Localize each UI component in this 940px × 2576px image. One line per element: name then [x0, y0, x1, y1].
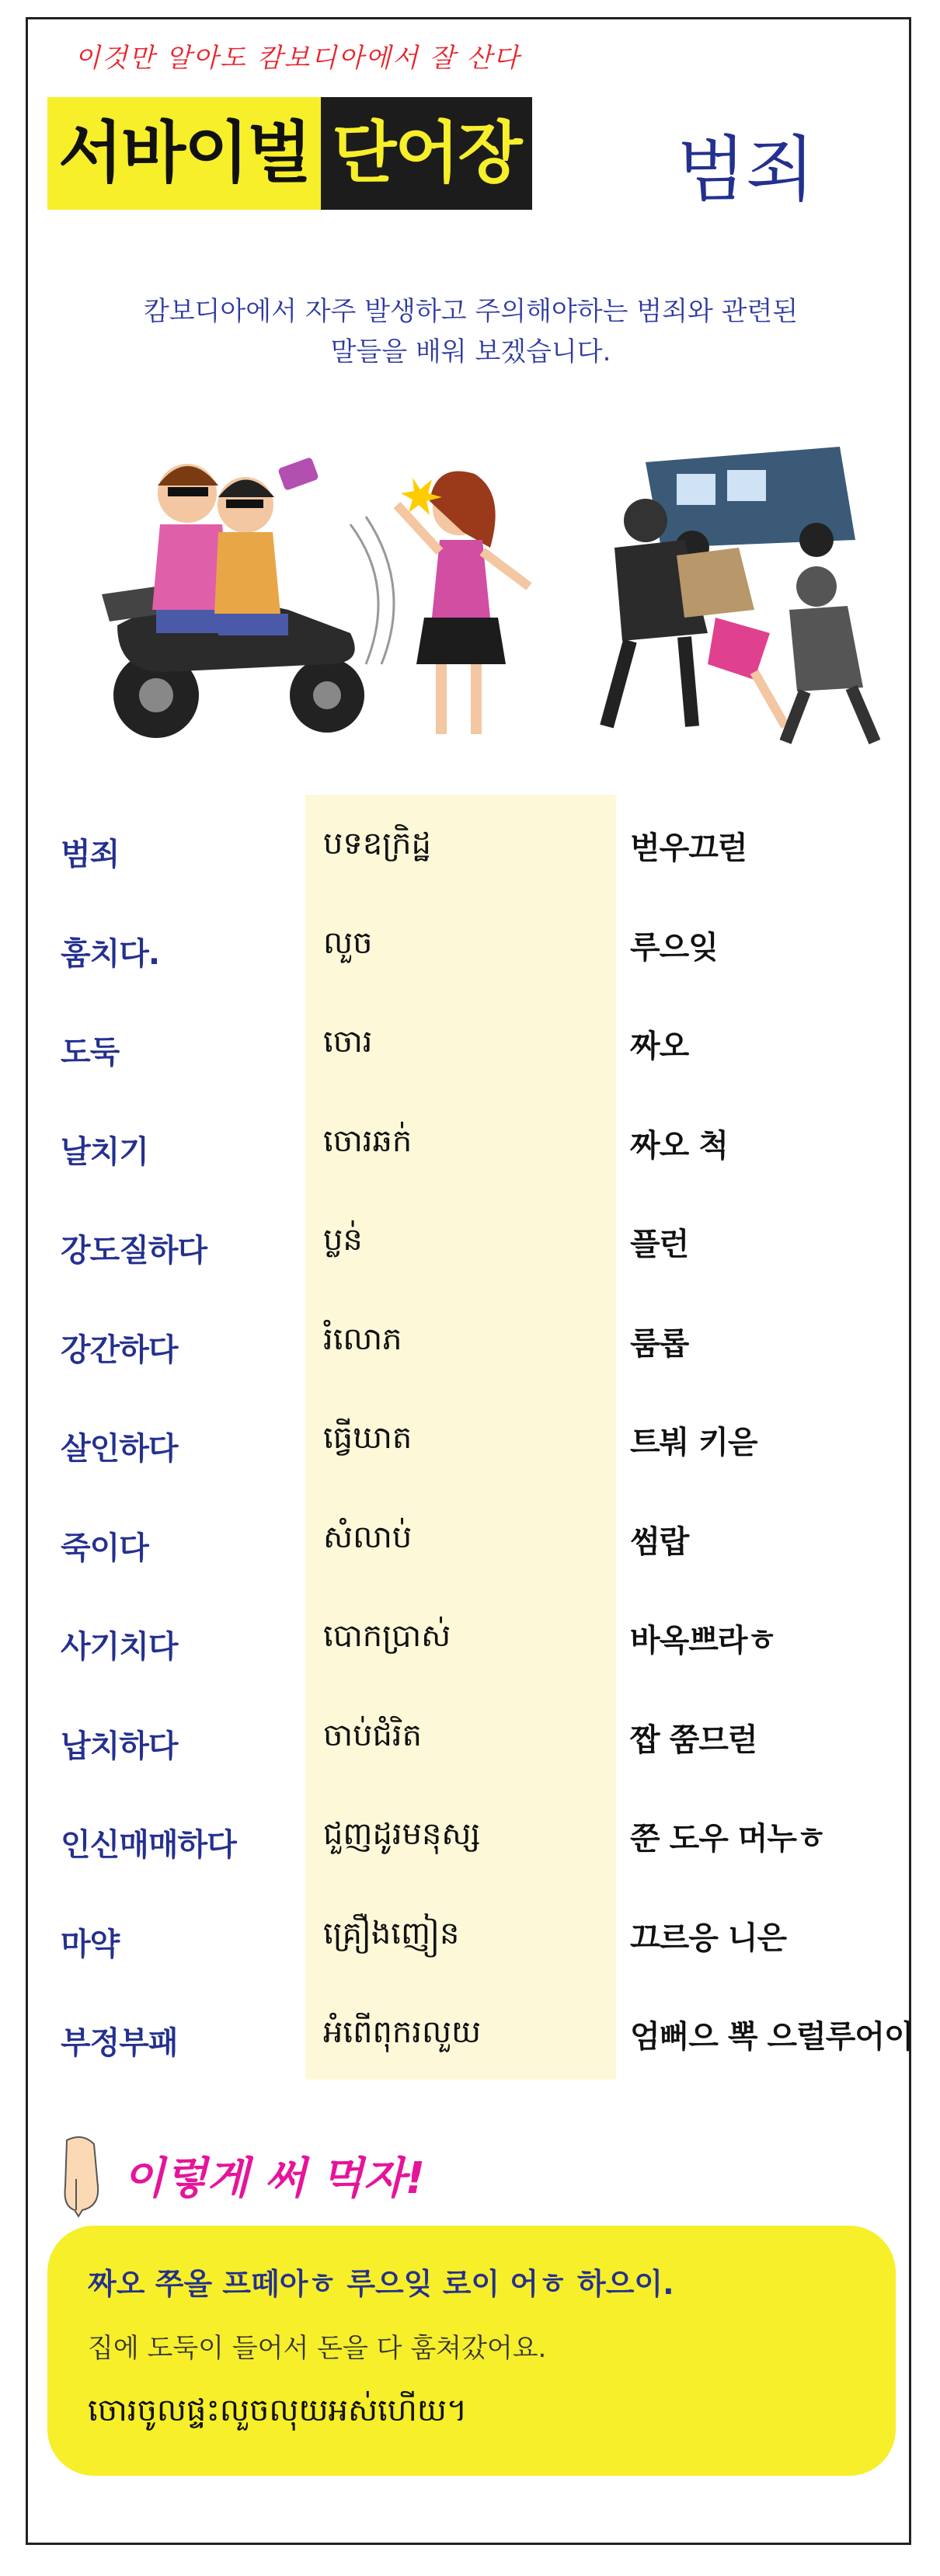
vocab-korean: 마약 [61, 1926, 120, 1962]
vocab-khmer: សំលាប់ [323, 1519, 413, 1555]
vocab-khmer: ចាប់ជំរិត [323, 1717, 422, 1753]
vocab-khmer: ចោរឆក់ [323, 1123, 413, 1159]
vocab-pronunciation: 쭌 도우 머누ㅎ [630, 1821, 826, 1857]
vocab-korean: 강도질하다 [61, 1233, 207, 1269]
vocab-row [28, 1989, 914, 2088]
vocab-korean: 날치기 [61, 1133, 148, 1170]
example-box [47, 2226, 896, 2476]
vocab-khmer: អំពើពុករលួយ [323, 2014, 482, 2050]
example-khmer: ចោរចូលផ្ទះលួចលុយអស់ហើយ។ [88, 2393, 468, 2428]
vocab-pronunciation: 짜오 [630, 1029, 689, 1064]
vocab-korean: 부정부패 [61, 2025, 178, 2061]
vocab-row [28, 1791, 914, 1890]
vocab-pronunciation: 바옥쁘라ㅎ [630, 1623, 777, 1659]
vocab-pronunciation: 짜오 척 [630, 1127, 728, 1164]
vocab-pronunciation: 짭 쭘므럳 [630, 1721, 757, 1758]
example-korean: 집에 도둑이 들어서 돈을 다 훔쳐갔어요. [88, 2333, 547, 2364]
intro-text [59, 291, 883, 372]
vocab-row [28, 1296, 914, 1395]
intro-line-1: 캄보디아에서 자주 발생하고 주의해야하는 범죄와 관련된 [143, 296, 799, 327]
vocab-khmer: ជួញដូរមនុស្ស [323, 1816, 481, 1852]
vocab-korean: 살인하다 [61, 1431, 178, 1467]
vocab-khmer: ធ្វើឃាត [323, 1420, 413, 1456]
vocab-row [28, 1196, 914, 1296]
example-pronunciation: 짜오 쭈올 프떼아ㅎ 루으잊 로이 어ㅎ 하으이. [88, 2267, 674, 2301]
vocab-khmer: ប្លន់ [323, 1222, 363, 1258]
vocab-row [28, 1593, 914, 1692]
vocab-row [28, 1098, 914, 1197]
topic-title: 범죄 [677, 128, 815, 211]
vocab-khmer: លួច [323, 924, 373, 961]
vocab-row [28, 1494, 914, 1593]
tagline: 이것만 알아도 캄보디아에서 잘 산다 [75, 43, 520, 74]
vocab-khmer: ចោរ [323, 1024, 373, 1060]
vocab-pronunciation: 벋우끄럳 [630, 830, 747, 866]
vocab-pronunciation: 트붜 키읃 [630, 1425, 757, 1460]
vocab-row [28, 800, 914, 900]
vocab-pronunciation: 끄르응 니은 [630, 1920, 787, 1956]
vocab-khmer: រំលោភ [323, 1321, 402, 1357]
vocab-pronunciation: 플런 [630, 1227, 689, 1262]
logo-part-survival: 서바이벌 [47, 97, 321, 210]
scooter-thieves-image [102, 457, 394, 738]
vocab-khmer: បទឧក្រិដ្ឋ [323, 826, 431, 862]
vocab-khmer: បោកប្រាស់ [323, 1618, 451, 1654]
victim-woman-image [397, 472, 529, 734]
vocab-korean: 강간하다 [61, 1332, 178, 1368]
vocab-korean: 납치하다 [61, 1728, 178, 1764]
pointing-hand-icon [59, 2132, 106, 2218]
vocab-pronunciation: 썸랍 [630, 1523, 689, 1560]
vocab-korean: 인신매매하다 [61, 1827, 236, 1863]
vocab-korean: 죽이다 [61, 1530, 148, 1566]
usage-header [59, 2132, 425, 2218]
usage-title: 이렇게 써 먹자! [123, 2153, 426, 2204]
vocab-korean: 도둑 [61, 1035, 120, 1070]
vocab-korean: 훔치다. [61, 935, 160, 972]
intro-line-2: 말들을 배워 보겠습니다. [330, 336, 611, 367]
logo [47, 97, 532, 210]
crime-illustration [71, 431, 894, 765]
vocab-row [28, 998, 914, 1098]
vocab-pronunciation: 엄뻐으 뽁 으럴루어이 [630, 2019, 914, 2055]
page-frame [26, 17, 914, 2545]
vocab-pronunciation: 루으잊 [630, 929, 718, 966]
vocab-row [28, 1394, 914, 1494]
vocab-khmer: គ្រឿងញៀន [323, 1915, 460, 1951]
vocab-pronunciation: 룸롭 [630, 1325, 689, 1362]
vocab-korean: 사기치다 [61, 1629, 178, 1665]
vocab-row [28, 1692, 914, 1791]
vocab-row [28, 1890, 914, 1989]
vocab-korean: 범죄 [61, 837, 120, 872]
vocab-row [28, 900, 914, 999]
logo-part-vocab: 단어장 [321, 97, 531, 210]
